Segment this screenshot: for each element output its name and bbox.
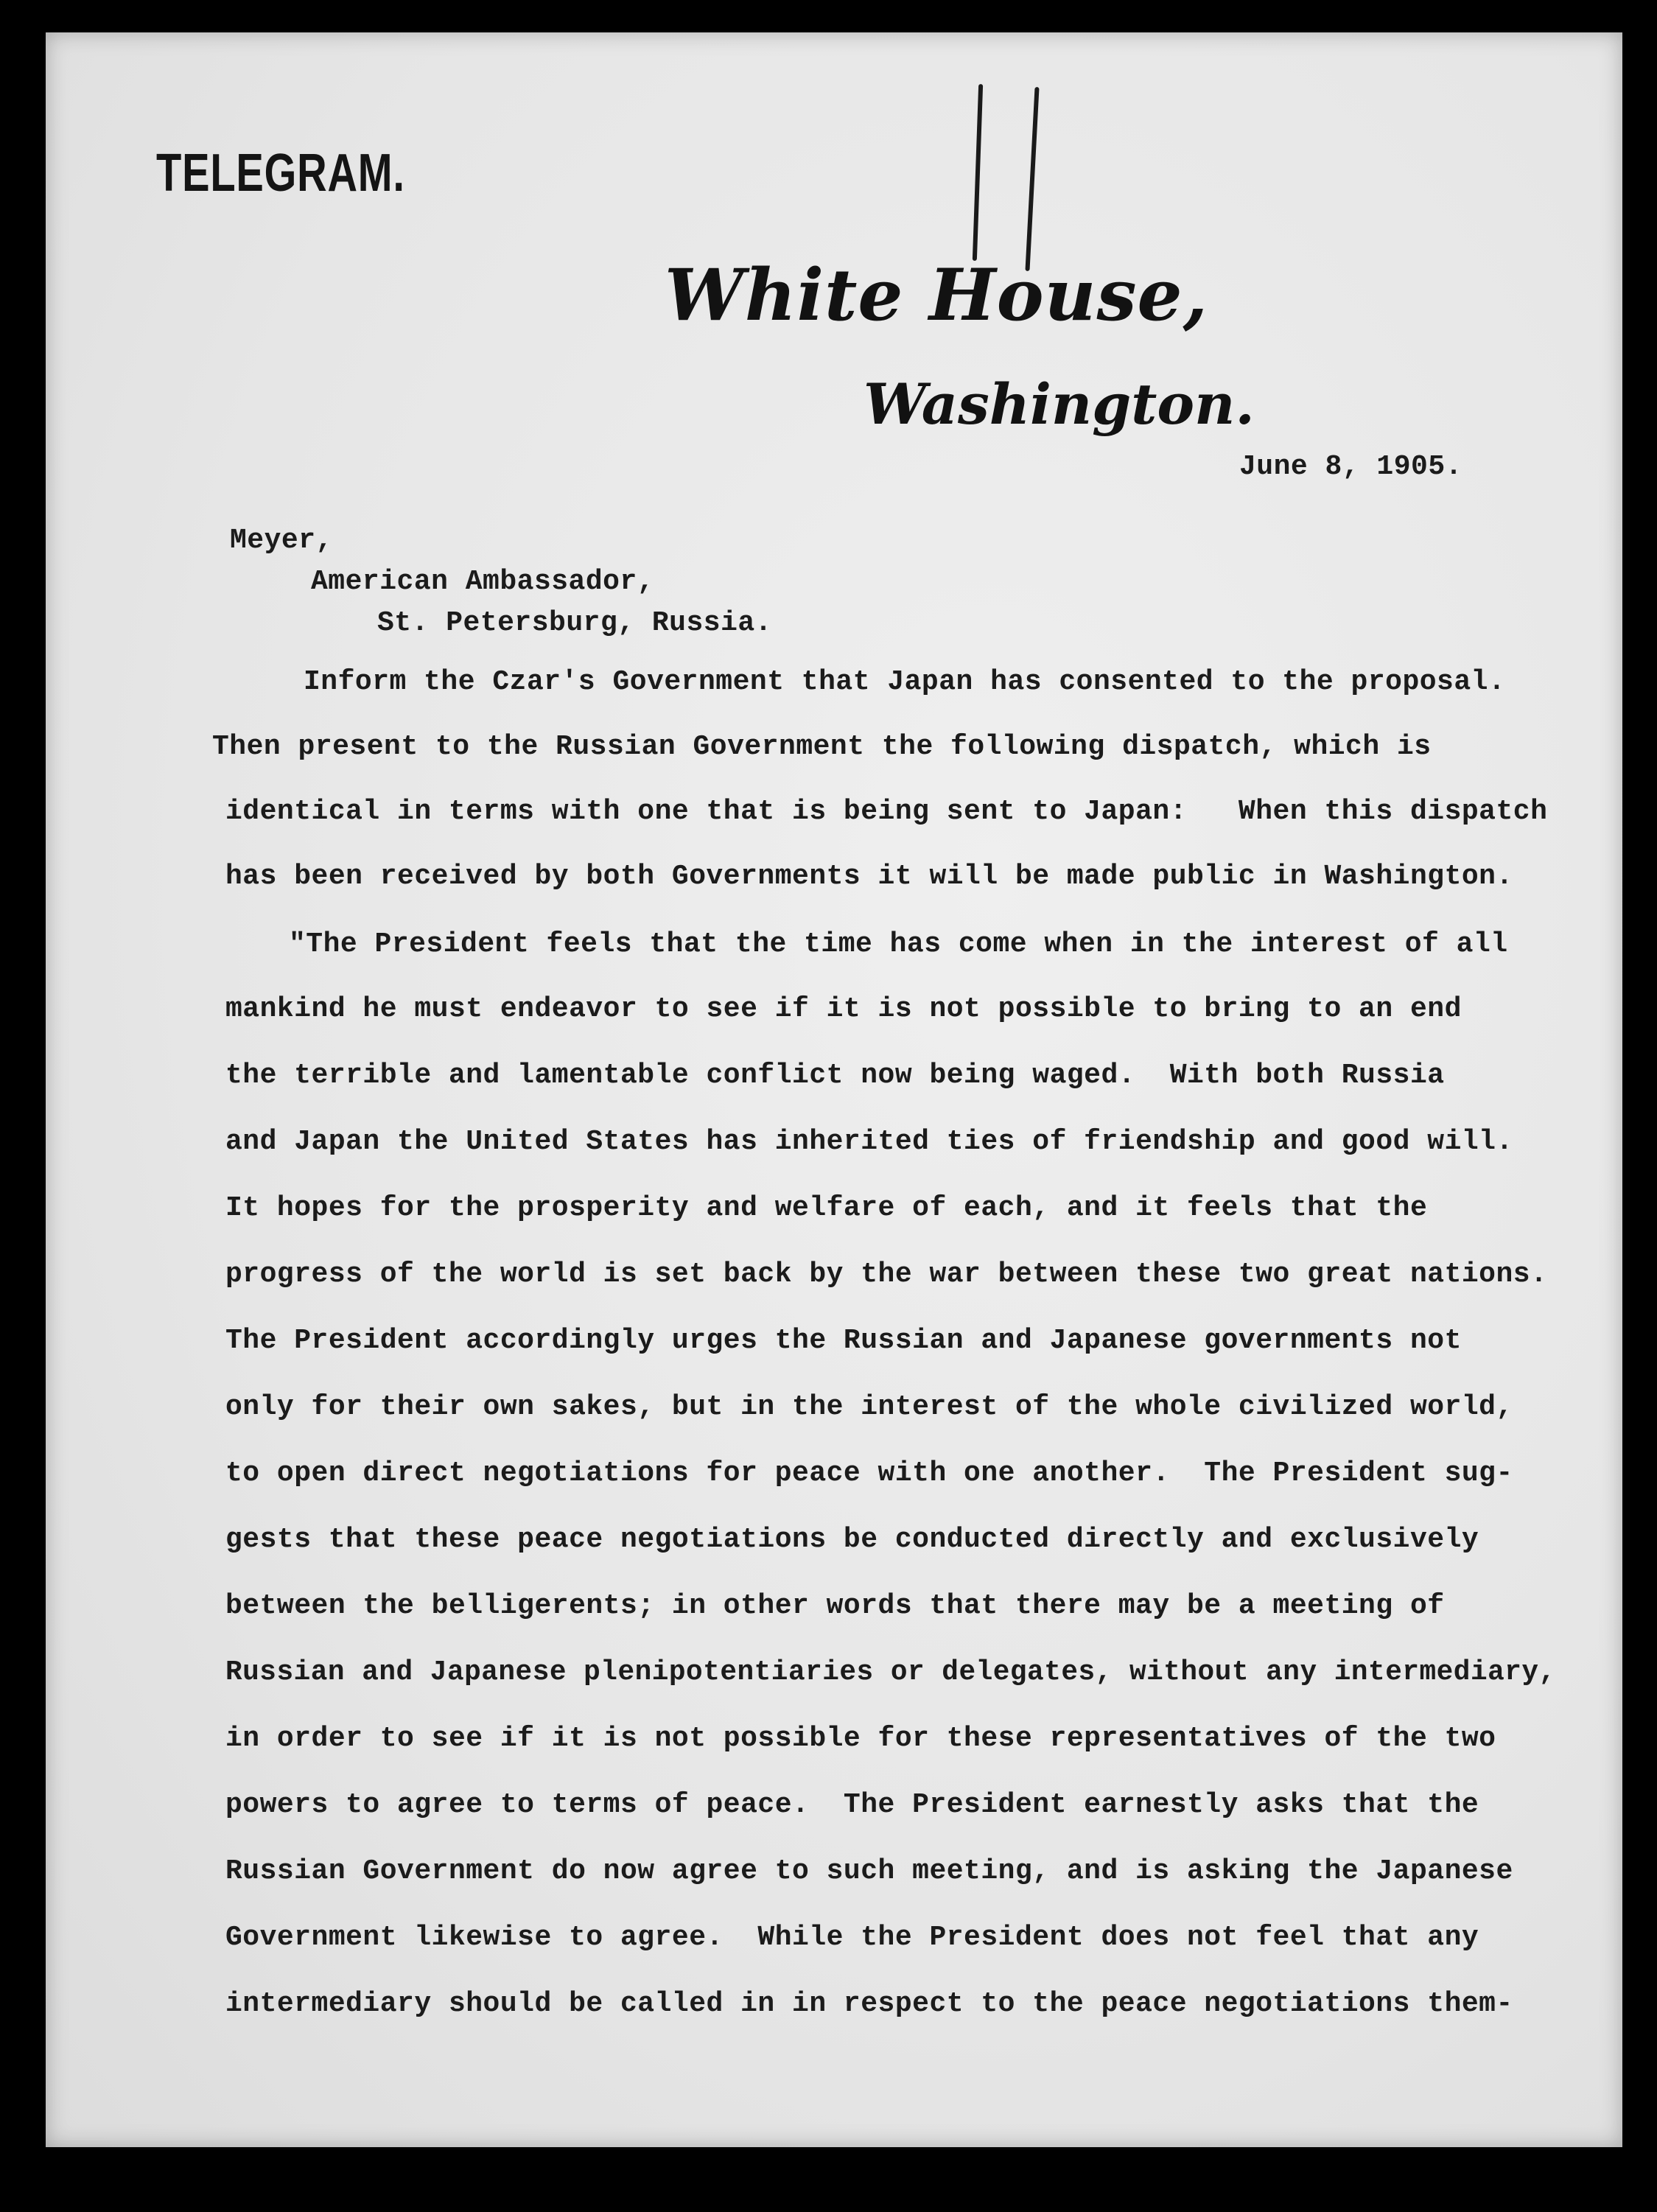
telegram-page <box>46 32 1622 2147</box>
message-body <box>46 32 1622 2147</box>
body-line: powers to agree to terms of peace. The President earnestly asks that the <box>225 1789 1479 1821</box>
body-line: identical in terms with one that is being sent to Japan: When this dispatch <box>225 796 1548 827</box>
body-line: Inform the Czar's Government that Japan has consented to the proposal. <box>304 666 1506 698</box>
body-line: in order to see if it is not possible for these representatives of the two <box>225 1723 1496 1754</box>
body-line: intermediary should be called in in respect to the peace negotiations them- <box>225 1988 1513 2020</box>
body-line: Russian and Japanese plenipotentiaries or delegates, without any intermediary, <box>225 1656 1556 1688</box>
body-line: between the belligerents; in other words that there may be a meeting of <box>225 1590 1445 1622</box>
addressee-location: St. Petersburg, Russia. <box>377 607 772 639</box>
letterhead-washington: Washington. <box>863 371 1255 437</box>
body-line: "The President feels that the time has come when in the interest of all <box>289 928 1508 960</box>
body-line: progress of the world is set back by the war between these two great nations. <box>225 1259 1548 1290</box>
telegram-heading: TELEGRAM. <box>156 144 405 203</box>
addressee-name: Meyer, <box>230 525 333 556</box>
body-line: mankind he must endeavor to see if it is not possible to bring to an end <box>225 993 1462 1025</box>
body-line: Then present to the Russian Government the following dispatch, which is <box>212 731 1432 763</box>
addressee-title: American Ambassador, <box>311 566 655 598</box>
body-line: and Japan the United States has inherited ties of friendship and good will. <box>225 1126 1513 1158</box>
body-line: The President accordingly urges the Russian and Japanese governments not <box>225 1325 1462 1357</box>
body-line: the terrible and lamentable conflict now being waged. With both Russia <box>225 1060 1445 1091</box>
body-line: has been received by both Governments it will be made public in Washington. <box>225 861 1513 892</box>
body-line: Government likewise to agree. While the President does not feel that any <box>225 1922 1479 1953</box>
letterhead-white-house: White House, <box>665 253 1208 337</box>
body-line: to open direct negotiations for peace with one another. The President sug- <box>225 1457 1513 1489</box>
date-line: June 8, 1905. <box>1239 451 1462 483</box>
body-line: It hopes for the prosperity and welfare of each, and it feels that the <box>225 1192 1428 1224</box>
body-line: Russian Government do now agree to such meeting, and is asking the Japanese <box>225 1855 1513 1887</box>
body-line: gests that these peace negotiations be conducted directly and exclusively <box>225 1524 1479 1555</box>
body-line: only for their own sakes, but in the interest of the whole civilized world, <box>225 1391 1513 1423</box>
